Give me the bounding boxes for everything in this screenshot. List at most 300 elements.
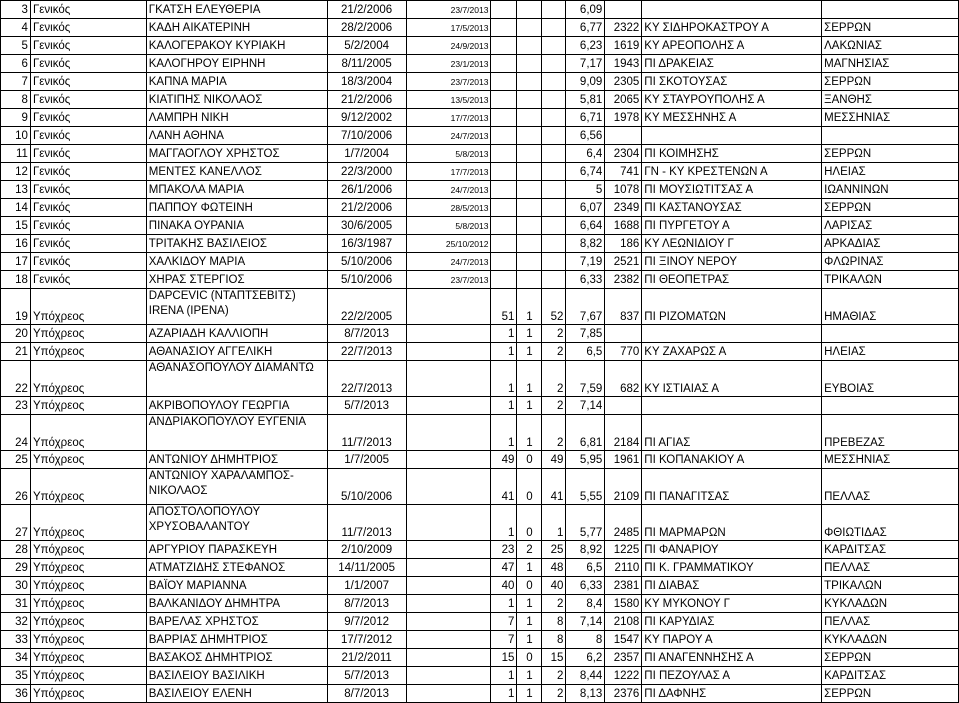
date-cell: 9/7/2012 bbox=[327, 613, 406, 631]
code-cell: 1688 bbox=[605, 217, 642, 235]
score-cell: 6,5 bbox=[566, 343, 605, 361]
row-number-cell: 9 bbox=[1, 109, 31, 127]
date-cell: 28/2/2006 bbox=[327, 19, 406, 37]
score-cell: 6,74 bbox=[566, 163, 605, 181]
row-number-cell: 34 bbox=[1, 649, 31, 667]
score-cell: 8,82 bbox=[566, 235, 605, 253]
count-b-cell bbox=[517, 271, 542, 289]
prefecture-cell: ΚΑΡΔΙΤΣΑΣ bbox=[822, 541, 959, 559]
prefecture-cell: ΙΩΑΝΝΙΝΩΝ bbox=[822, 181, 959, 199]
count-a-cell: 1 bbox=[491, 685, 517, 703]
count-total-cell: 48 bbox=[542, 559, 566, 577]
row-number-cell: 14 bbox=[1, 199, 31, 217]
count-a-cell bbox=[491, 127, 517, 145]
secondary-date-cell: 17/7/2013 bbox=[406, 163, 491, 181]
secondary-date-cell bbox=[406, 667, 491, 685]
count-b-cell bbox=[517, 55, 542, 73]
name-cell: ΚΑΔΗ ΑΙΚΑΤΕΡΙΝΗ bbox=[146, 19, 327, 37]
name-cell: ΒΑΛΚΑΝΙΔΟΥ ΔΗΜΗΤΡΑ bbox=[146, 595, 327, 613]
code-cell: 1619 bbox=[605, 37, 642, 55]
code-cell bbox=[605, 397, 642, 415]
category-cell: Γενικός bbox=[30, 271, 146, 289]
count-total-cell bbox=[542, 91, 566, 109]
table-row bbox=[1, 361, 959, 397]
category-cell: Γενικός bbox=[30, 91, 146, 109]
date-cell: 16/3/1987 bbox=[327, 235, 406, 253]
count-a-cell: 47 bbox=[491, 559, 517, 577]
name-cell: ΑΝΤΩΝΙΟΥ ΔΗΜΗΤΡΙΟΣ bbox=[146, 451, 327, 469]
count-b-cell: 0 bbox=[517, 649, 542, 667]
count-b-cell: 0 bbox=[517, 469, 542, 505]
code-cell: 2184 bbox=[605, 415, 642, 451]
code-cell: 837 bbox=[605, 289, 642, 325]
name-cell: ΑΝΔΡΙΑΚΟΠΟΥΛΟΥ ΕΥΓΕΝΙΑ bbox=[146, 415, 327, 451]
category-cell: Γενικός bbox=[30, 181, 146, 199]
date-cell: 21/2/2006 bbox=[327, 199, 406, 217]
name-cell: ΚΑΠΝΑ ΜΑΡΙΑ bbox=[146, 73, 327, 91]
code-cell: 2305 bbox=[605, 73, 642, 91]
secondary-date-cell bbox=[406, 451, 491, 469]
count-a-cell bbox=[491, 199, 517, 217]
count-b-cell: 0 bbox=[517, 451, 542, 469]
prefecture-cell bbox=[822, 325, 959, 343]
code-cell: 2381 bbox=[605, 577, 642, 595]
unit-cell bbox=[642, 397, 822, 415]
date-cell: 5/7/2013 bbox=[327, 667, 406, 685]
count-a-cell bbox=[491, 253, 517, 271]
row-number-cell: 3 bbox=[1, 1, 31, 19]
row-number-cell: 10 bbox=[1, 127, 31, 145]
row-number-cell: 16 bbox=[1, 235, 31, 253]
table-row bbox=[1, 109, 959, 127]
unit-cell: ΠΙ ΑΝΑΓΕΝΝΗΣΗΣ Α bbox=[642, 649, 822, 667]
code-cell: 1943 bbox=[605, 55, 642, 73]
row-number-cell: 5 bbox=[1, 37, 31, 55]
unit-cell: ΓΝ - ΚΥ ΚΡΕΣΤΕΝΩΝ Α bbox=[642, 163, 822, 181]
score-cell: 7,17 bbox=[566, 55, 605, 73]
name-cell: ΧΗΡΑΣ ΣΤΕΡΓΙΟΣ bbox=[146, 271, 327, 289]
unit-cell bbox=[642, 325, 822, 343]
count-b-cell: 1 bbox=[517, 397, 542, 415]
date-cell: 5/7/2013 bbox=[327, 397, 406, 415]
row-number-cell: 11 bbox=[1, 145, 31, 163]
count-b-cell bbox=[517, 181, 542, 199]
category-cell: Υπόχρεος bbox=[30, 469, 146, 505]
count-total-cell bbox=[542, 19, 566, 37]
prefecture-cell: ΗΜΑΘΙΑΣ bbox=[822, 289, 959, 325]
count-total-cell: 2 bbox=[542, 685, 566, 703]
name-cell: ΑΡΓΥΡΙΟΥ ΠΑΡΑΣΚΕΥΗ bbox=[146, 541, 327, 559]
count-b-cell bbox=[517, 127, 542, 145]
category-cell: Γενικός bbox=[30, 145, 146, 163]
count-b-cell bbox=[517, 217, 542, 235]
count-a-cell bbox=[491, 217, 517, 235]
category-cell: Γενικός bbox=[30, 235, 146, 253]
category-cell: Υπόχρεος bbox=[30, 397, 146, 415]
count-a-cell bbox=[491, 109, 517, 127]
unit-cell: ΠΙ ΦΑΝΑΡΙΟΥ bbox=[642, 541, 822, 559]
prefecture-cell: ΣΕΡΡΩΝ bbox=[822, 19, 959, 37]
table-row bbox=[1, 199, 959, 217]
table-row bbox=[1, 37, 959, 55]
code-cell bbox=[605, 127, 642, 145]
secondary-date-cell: 24/7/2013 bbox=[406, 127, 491, 145]
name-cell: ΒΑΡΡΙΑΣ ΔΗΜΗΤΡΙΟΣ bbox=[146, 631, 327, 649]
code-cell: 2357 bbox=[605, 649, 642, 667]
count-a-cell: 1 bbox=[491, 397, 517, 415]
secondary-date-cell bbox=[406, 595, 491, 613]
secondary-date-cell: 24/7/2013 bbox=[406, 253, 491, 271]
code-cell: 2304 bbox=[605, 145, 642, 163]
count-total-cell: 2 bbox=[542, 667, 566, 685]
date-cell: 5/10/2006 bbox=[327, 253, 406, 271]
count-total-cell: 40 bbox=[542, 577, 566, 595]
unit-cell: ΚΥ ΖΑΧΑΡΩΣ Α bbox=[642, 343, 822, 361]
name-cell: ΑΤΜΑΤΖΙΔΗΣ ΣΤΕΦΑΝΟΣ bbox=[146, 559, 327, 577]
date-cell: 1/7/2004 bbox=[327, 145, 406, 163]
code-cell: 1580 bbox=[605, 595, 642, 613]
code-cell: 2382 bbox=[605, 271, 642, 289]
count-b-cell: 1 bbox=[517, 631, 542, 649]
category-cell: Υπόχρεος bbox=[30, 685, 146, 703]
unit-cell: ΠΙ ΡΙΖΟΜΑΤΩΝ bbox=[642, 289, 822, 325]
category-cell: Υπόχρεος bbox=[30, 613, 146, 631]
secondary-date-cell: 5/8/2013 bbox=[406, 217, 491, 235]
count-a-cell bbox=[491, 235, 517, 253]
unit-cell: ΠΙ ΠΑΝΑΓΙΤΣΑΣ bbox=[642, 469, 822, 505]
count-total-cell bbox=[542, 235, 566, 253]
code-cell: 1547 bbox=[605, 631, 642, 649]
secondary-date-cell bbox=[406, 685, 491, 703]
count-b-cell bbox=[517, 145, 542, 163]
table-row bbox=[1, 325, 959, 343]
count-total-cell: 2 bbox=[542, 361, 566, 397]
category-cell: Γενικός bbox=[30, 199, 146, 217]
prefecture-cell: ΠΕΛΛΑΣ bbox=[822, 559, 959, 577]
count-b-cell: 1 bbox=[517, 343, 542, 361]
score-cell: 6,33 bbox=[566, 577, 605, 595]
code-cell: 770 bbox=[605, 343, 642, 361]
unit-cell: ΠΙ ΠΕΖΟΥΛΑΣ Α bbox=[642, 667, 822, 685]
row-number-cell: 28 bbox=[1, 541, 31, 559]
count-total-cell: 41 bbox=[542, 469, 566, 505]
count-b-cell bbox=[517, 37, 542, 55]
secondary-date-cell: 25/10/2012 bbox=[406, 235, 491, 253]
code-cell: 2110 bbox=[605, 559, 642, 577]
code-cell: 1961 bbox=[605, 451, 642, 469]
unit-cell bbox=[642, 127, 822, 145]
date-cell: 30/6/2005 bbox=[327, 217, 406, 235]
count-a-cell bbox=[491, 181, 517, 199]
prefecture-cell: ΕΥΒΟΙΑΣ bbox=[822, 361, 959, 397]
count-total-cell: 2 bbox=[542, 595, 566, 613]
code-cell: 2376 bbox=[605, 685, 642, 703]
category-cell: Υπόχρεος bbox=[30, 541, 146, 559]
secondary-date-cell bbox=[406, 325, 491, 343]
date-cell: 8/11/2005 bbox=[327, 55, 406, 73]
score-cell: 6,56 bbox=[566, 127, 605, 145]
unit-cell: ΚΥ ΜΥΚΟΝΟΥ Γ bbox=[642, 595, 822, 613]
count-b-cell: 1 bbox=[517, 685, 542, 703]
table-row bbox=[1, 685, 959, 703]
count-a-cell bbox=[491, 73, 517, 91]
category-cell: Γενικός bbox=[30, 217, 146, 235]
name-cell: ΜΠΑΚΟΛΑ ΜΑΡΙΑ bbox=[146, 181, 327, 199]
date-cell: 14/11/2005 bbox=[327, 559, 406, 577]
name-cell: ΚΙΑΤΙΠΗΣ ΝΙΚΟΛΑΟΣ bbox=[146, 91, 327, 109]
count-total-cell bbox=[542, 253, 566, 271]
prefecture-cell: ΣΕΡΡΩΝ bbox=[822, 145, 959, 163]
name-cell: ΒΑΪΟΥ ΜΑΡΙΑΝΝΑ bbox=[146, 577, 327, 595]
row-number-cell: 31 bbox=[1, 595, 31, 613]
score-cell: 7,85 bbox=[566, 325, 605, 343]
count-a-cell bbox=[491, 37, 517, 55]
unit-cell: ΠΙ ΔΡΑΚΕΙΑΣ bbox=[642, 55, 822, 73]
prefecture-cell: ΣΕΡΡΩΝ bbox=[822, 73, 959, 91]
row-number-cell: 29 bbox=[1, 559, 31, 577]
table-row bbox=[1, 55, 959, 73]
count-a-cell bbox=[491, 55, 517, 73]
count-total-cell: 15 bbox=[542, 649, 566, 667]
category-cell: Υπόχρεος bbox=[30, 667, 146, 685]
score-cell: 8 bbox=[566, 631, 605, 649]
table-row bbox=[1, 73, 959, 91]
count-a-cell: 40 bbox=[491, 577, 517, 595]
date-cell: 17/7/2012 bbox=[327, 631, 406, 649]
code-cell: 186 bbox=[605, 235, 642, 253]
unit-cell: ΠΙ ΑΓΙΑΣ bbox=[642, 415, 822, 451]
count-b-cell: 2 bbox=[517, 541, 542, 559]
count-total-cell bbox=[542, 127, 566, 145]
count-a-cell bbox=[491, 145, 517, 163]
count-total-cell: 49 bbox=[542, 451, 566, 469]
name-cell: DAPCEVIC (ΝΤΑΠΤΣΕΒΙΤΣ) IRENA (ΙΡΕΝΑ) bbox=[146, 289, 327, 325]
score-cell: 5,95 bbox=[566, 451, 605, 469]
score-cell: 8,13 bbox=[566, 685, 605, 703]
row-number-cell: 17 bbox=[1, 253, 31, 271]
row-number-cell: 19 bbox=[1, 289, 31, 325]
count-total-cell bbox=[542, 199, 566, 217]
name-cell: ΒΑΣΙΛΕΙΟΥ ΒΑΣΙΛΙΚΗ bbox=[146, 667, 327, 685]
date-cell: 22/7/2013 bbox=[327, 343, 406, 361]
unit-cell: ΠΙ Κ. ΓΡΑΜΜΑΤΙΚΟΥ bbox=[642, 559, 822, 577]
date-cell: 5/10/2006 bbox=[327, 469, 406, 505]
prefecture-cell: ΦΛΩΡΙΝΑΣ bbox=[822, 253, 959, 271]
secondary-date-cell bbox=[406, 649, 491, 667]
row-number-cell: 23 bbox=[1, 397, 31, 415]
row-number-cell: 7 bbox=[1, 73, 31, 91]
name-cell: ΑΖΑΡΙΑΔΗ ΚΑΛΛΙΟΠΗ bbox=[146, 325, 327, 343]
row-number-cell: 12 bbox=[1, 163, 31, 181]
score-cell: 5,77 bbox=[566, 505, 605, 541]
score-cell: 6,81 bbox=[566, 415, 605, 451]
secondary-date-cell bbox=[406, 577, 491, 595]
name-cell: ΤΡΙΤΑΚΗΣ ΒΑΣΙΛΕΙΟΣ bbox=[146, 235, 327, 253]
table-row bbox=[1, 415, 959, 451]
table-row bbox=[1, 631, 959, 649]
score-cell: 8,4 bbox=[566, 595, 605, 613]
count-b-cell bbox=[517, 109, 542, 127]
count-b-cell: 1 bbox=[517, 667, 542, 685]
prefecture-cell: ΠΕΛΛΑΣ bbox=[822, 613, 959, 631]
secondary-date-cell bbox=[406, 559, 491, 577]
prefecture-cell: ΚΥΚΛΑΔΩΝ bbox=[822, 595, 959, 613]
prefecture-cell: ΛΑΡΙΣΑΣ bbox=[822, 217, 959, 235]
secondary-date-cell bbox=[406, 415, 491, 451]
category-cell: Υπόχρεος bbox=[30, 577, 146, 595]
count-b-cell: 1 bbox=[517, 595, 542, 613]
count-a-cell: 7 bbox=[491, 613, 517, 631]
count-a-cell bbox=[491, 271, 517, 289]
prefecture-cell: ΜΕΣΣΗΝΙΑΣ bbox=[822, 109, 959, 127]
name-cell: ΜΑΓΓΑΟΓΛΟΥ ΧΡΗΣΤΟΣ bbox=[146, 145, 327, 163]
category-cell: Υπόχρεος bbox=[30, 289, 146, 325]
count-a-cell: 1 bbox=[491, 667, 517, 685]
score-cell: 8,44 bbox=[566, 667, 605, 685]
category-cell: Υπόχρεος bbox=[30, 325, 146, 343]
secondary-date-cell: 13/5/2013 bbox=[406, 91, 491, 109]
code-cell: 2485 bbox=[605, 505, 642, 541]
table-row bbox=[1, 145, 959, 163]
count-total-cell: 1 bbox=[542, 505, 566, 541]
count-a-cell: 1 bbox=[491, 343, 517, 361]
unit-cell: ΠΙ ΜΟΥΣΙΩΤΙΤΣΑΣ Α bbox=[642, 181, 822, 199]
count-a-cell: 51 bbox=[491, 289, 517, 325]
name-cell: ΠΙΝΑΚΑ ΟΥΡΑΝΙΑ bbox=[146, 217, 327, 235]
category-cell: Γενικός bbox=[30, 163, 146, 181]
count-total-cell: 2 bbox=[542, 397, 566, 415]
count-total-cell: 2 bbox=[542, 415, 566, 451]
category-cell: Γενικός bbox=[30, 19, 146, 37]
prefecture-cell bbox=[822, 397, 959, 415]
secondary-date-cell bbox=[406, 469, 491, 505]
unit-cell bbox=[642, 1, 822, 19]
name-cell: ΑΚΡΙΒΟΠΟΥΛΟΥ ΓΕΩΡΓΙΑ bbox=[146, 397, 327, 415]
row-number-cell: 4 bbox=[1, 19, 31, 37]
prefecture-cell: ΣΕΡΡΩΝ bbox=[822, 649, 959, 667]
date-cell: 21/2/2006 bbox=[327, 1, 406, 19]
score-cell: 6,2 bbox=[566, 649, 605, 667]
code-cell bbox=[605, 1, 642, 19]
row-number-cell: 13 bbox=[1, 181, 31, 199]
table-row bbox=[1, 253, 959, 271]
category-cell: Γενικός bbox=[30, 109, 146, 127]
date-cell: 18/3/2004 bbox=[327, 73, 406, 91]
date-cell: 8/7/2013 bbox=[327, 595, 406, 613]
count-b-cell: 1 bbox=[517, 361, 542, 397]
date-cell: 22/3/2000 bbox=[327, 163, 406, 181]
score-cell: 6,4 bbox=[566, 145, 605, 163]
count-total-cell bbox=[542, 1, 566, 19]
count-a-cell: 49 bbox=[491, 451, 517, 469]
code-cell: 1222 bbox=[605, 667, 642, 685]
row-number-cell: 8 bbox=[1, 91, 31, 109]
name-cell: ΑΝΤΩΝΙΟΥ ΧΑΡΑΛΑΜΠΟΣ-ΝΙΚΟΛΑΟΣ bbox=[146, 469, 327, 505]
count-a-cell: 1 bbox=[491, 325, 517, 343]
prefecture-cell: ΦΘΙΩΤΙΔΑΣ bbox=[822, 505, 959, 541]
unit-cell: ΚΥ ΜΕΣΣΗΝΗΣ Α bbox=[642, 109, 822, 127]
prefecture-cell: ΞΑΝΘΗΣ bbox=[822, 91, 959, 109]
prefecture-cell: ΚΑΡΔΙΤΣΑΣ bbox=[822, 667, 959, 685]
code-cell: 2065 bbox=[605, 91, 642, 109]
name-cell: ΑΠΟΣΤΟΛΟΠΟΥΛΟΥ ΧΡΥΣΟΒΑΛΑΝΤΟΥ bbox=[146, 505, 327, 541]
secondary-date-cell bbox=[406, 289, 491, 325]
date-cell: 22/7/2013 bbox=[327, 361, 406, 397]
unit-cell: ΠΙ ΞΙΝΟΥ ΝΕΡΟΥ bbox=[642, 253, 822, 271]
table-row bbox=[1, 289, 959, 325]
date-cell: 5/2/2004 bbox=[327, 37, 406, 55]
date-cell: 5/10/2006 bbox=[327, 271, 406, 289]
table-row bbox=[1, 271, 959, 289]
row-number-cell: 36 bbox=[1, 685, 31, 703]
row-number-cell: 26 bbox=[1, 469, 31, 505]
score-cell: 7,67 bbox=[566, 289, 605, 325]
prefecture-cell: ΤΡΙΚΑΛΩΝ bbox=[822, 271, 959, 289]
row-number-cell: 18 bbox=[1, 271, 31, 289]
category-cell: Υπόχρεος bbox=[30, 361, 146, 397]
count-b-cell bbox=[517, 199, 542, 217]
category-cell: Υπόχρεος bbox=[30, 649, 146, 667]
prefecture-cell: ΛΑΚΩΝΙΑΣ bbox=[822, 37, 959, 55]
name-cell: ΑΘΑΝΑΣΟΠΟΥΛΟΥ ΔΙΑΜΑΝΤΩ bbox=[146, 361, 327, 397]
date-cell: 2/10/2009 bbox=[327, 541, 406, 559]
secondary-date-cell bbox=[406, 541, 491, 559]
prefecture-cell bbox=[822, 127, 959, 145]
score-cell: 9,09 bbox=[566, 73, 605, 91]
count-b-cell: 1 bbox=[517, 559, 542, 577]
table-row bbox=[1, 217, 959, 235]
name-cell: ΛΑΜΠΡΗ ΝΙΚΗ bbox=[146, 109, 327, 127]
date-cell: 22/2/2005 bbox=[327, 289, 406, 325]
score-cell: 7,19 bbox=[566, 253, 605, 271]
table-row bbox=[1, 343, 959, 361]
unit-cell: ΠΙ ΔΑΦΝΗΣ bbox=[642, 685, 822, 703]
secondary-date-cell: 17/5/2013 bbox=[406, 19, 491, 37]
score-cell: 5,81 bbox=[566, 91, 605, 109]
unit-cell: ΠΙ ΚΟΠΑΝΑΚΙΟΥ Α bbox=[642, 451, 822, 469]
date-cell: 11/7/2013 bbox=[327, 415, 406, 451]
secondary-date-cell: 5/8/2013 bbox=[406, 145, 491, 163]
row-number-cell: 24 bbox=[1, 415, 31, 451]
count-b-cell bbox=[517, 19, 542, 37]
category-cell: Υπόχρεος bbox=[30, 451, 146, 469]
count-total-cell: 8 bbox=[542, 613, 566, 631]
name-cell: ΒΑΣΙΛΕΙΟΥ ΕΛΕΝΗ bbox=[146, 685, 327, 703]
count-a-cell: 1 bbox=[491, 595, 517, 613]
date-cell: 8/7/2013 bbox=[327, 325, 406, 343]
count-total-cell bbox=[542, 145, 566, 163]
code-cell: 2521 bbox=[605, 253, 642, 271]
score-cell: 5 bbox=[566, 181, 605, 199]
category-cell: Γενικός bbox=[30, 37, 146, 55]
secondary-date-cell bbox=[406, 343, 491, 361]
unit-cell: ΚΥ ΙΣΤΙΑΙΑΣ Α bbox=[642, 361, 822, 397]
secondary-date-cell: 23/1/2013 bbox=[406, 55, 491, 73]
table-row bbox=[1, 505, 959, 541]
count-b-cell: 1 bbox=[517, 289, 542, 325]
code-cell bbox=[605, 325, 642, 343]
table-row bbox=[1, 559, 959, 577]
name-cell: ΛΑΝΗ ΑΘΗΝΑ bbox=[146, 127, 327, 145]
count-a-cell: 1 bbox=[491, 505, 517, 541]
table-row bbox=[1, 541, 959, 559]
category-cell: Γενικός bbox=[30, 253, 146, 271]
row-number-cell: 21 bbox=[1, 343, 31, 361]
table-row bbox=[1, 397, 959, 415]
name-cell: ΒΑΡΕΛΑΣ ΧΡΗΣΤΟΣ bbox=[146, 613, 327, 631]
count-b-cell bbox=[517, 253, 542, 271]
name-cell: ΚΑΛΟΓΗΡΟΥ ΕΙΡΗΝΗ bbox=[146, 55, 327, 73]
